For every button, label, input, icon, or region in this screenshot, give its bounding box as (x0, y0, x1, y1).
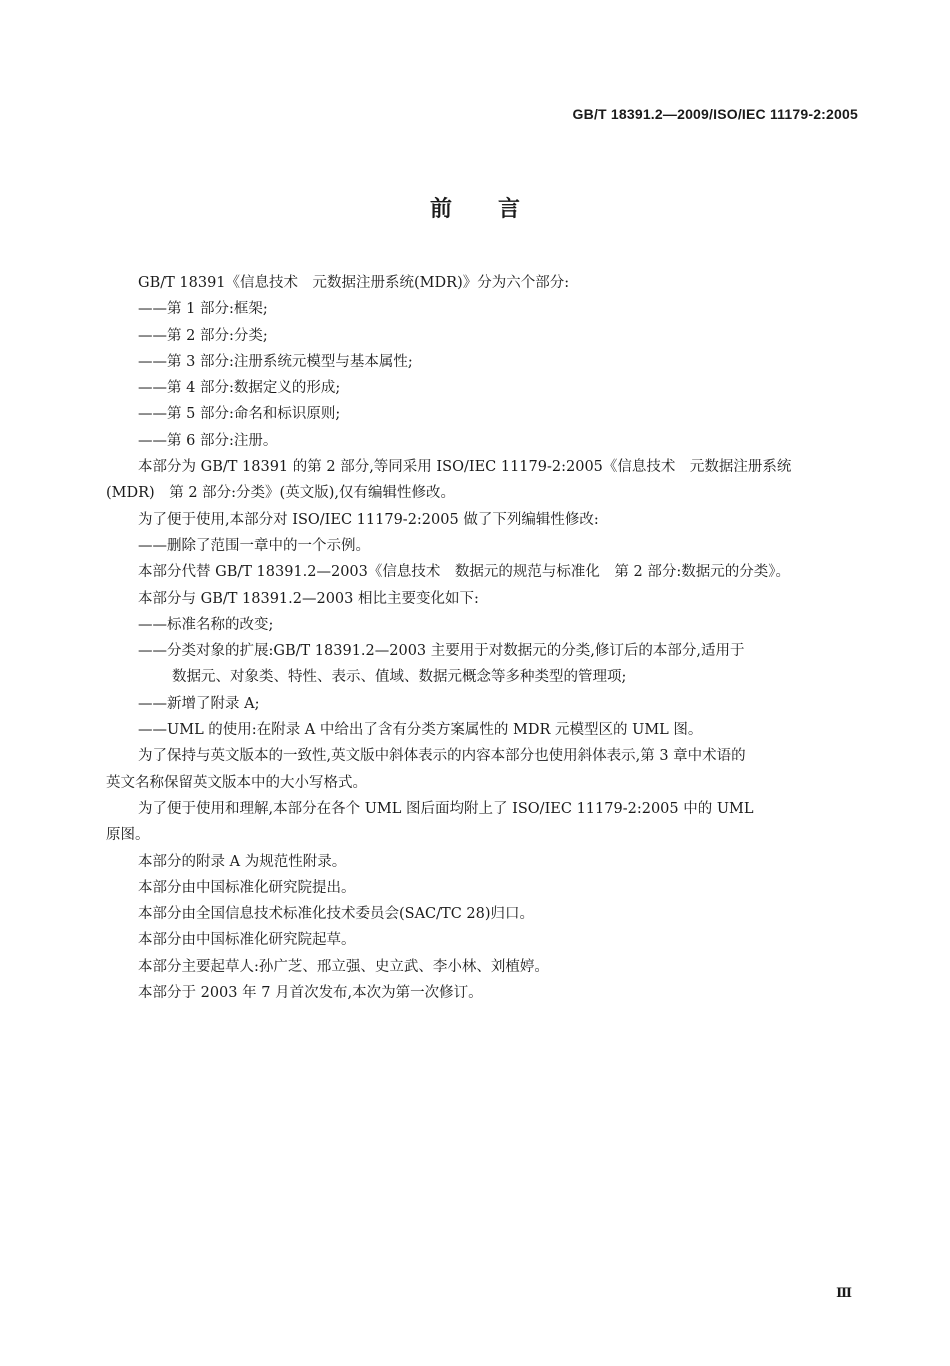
paragraph-drafted: 本部分由中国标准化研究院起草。 (138, 932, 356, 949)
list-item-part-4: ——第 4 部分:数据定义的形成; (138, 380, 341, 397)
paragraph-italics: 为了保持与英文版本的一致性,英文版中斜体表示的内容本部分也使用斜体表示,第 3 章中术语的 (138, 748, 746, 765)
page-number: Ⅲ (836, 1286, 852, 1301)
paragraph-adoption: 本部分为 GB/T 18391 的第 2 部分,等同采用 ISO/IEC 11179-2:2005《信息技术 元数据注册系统 (138, 459, 792, 476)
list-item-part-1: ——第 1 部分:框架; (138, 301, 268, 318)
paragraph-annex: 本部分的附录 A 为规范性附录。 (138, 853, 347, 870)
list-item-part-3: ——第 3 部分:注册系统元模型与基本属性; (138, 353, 413, 370)
foreword-body (106, 270, 858, 1006)
list-item-part-6: ——第 6 部分:注册。 (138, 432, 278, 449)
paragraph-replaces: 本部分代替 GB/T 18391.2—2003《信息技术 数据元的规范与标准化 第 2 部分:数据元的分类》。 (138, 564, 790, 581)
page-title: 前言 (429, 197, 566, 222)
list-item-change-2: ——分类对象的扩展:GB/T 18391.2—2003 主要用于对数据元的分类,修订后的本部分,适用于 (138, 643, 745, 660)
paragraph-drafters: 本部分主要起草人:孙广芝、邢立强、史立武、李小林、刘植婷。 (138, 958, 549, 975)
paragraph-uml-cont: 原图。 (106, 827, 150, 844)
paragraph-intro: GB/T 18391《信息技术 元数据注册系统(MDR)》分为六个部分: (138, 275, 570, 291)
paragraph-proposed: 本部分由中国标准化研究院提出。 (138, 879, 356, 896)
list-item-change-3: ——新增了附录 A; (138, 695, 260, 712)
list-item-change-4: ——UML 的使用:在附录 A 中给出了含有分类方案属性的 MDR 元模型区的 UML 图。 (138, 722, 703, 739)
paragraph-italics-cont: 英文名称保留英文版本中的大小写格式。 (106, 774, 367, 791)
paragraph-adoption-cont: (MDR) 第 2 部分:分类》(英文版),仅有编辑性修改。 (106, 485, 455, 502)
paragraph-changes: 本部分与 GB/T 18391.2—2003 相比主要变化如下: (138, 590, 479, 607)
list-item-part-5: ——第 5 部分:命名和标识原则; (138, 406, 341, 423)
paragraph-uml: 为了便于使用和理解,本部分在各个 UML 图后面均附上了 ISO/IEC 11179-2:2005 中的 UML (138, 800, 754, 817)
paragraph-committee: 本部分由全国信息技术标准化技术委员会(SAC/TC 28)归口。 (138, 906, 535, 923)
list-item-editorial: ——删除了范围一章中的一个示例。 (138, 537, 370, 554)
list-item-change-1: ——标准名称的改变; (138, 616, 274, 633)
list-item-change-2-cont: 数据元、对象类、特性、表示、值域、数据元概念等多种类型的管理项; (172, 669, 627, 686)
paragraph-history: 本部分于 2003 年 7 月首次发布,本次为第一次修订。 (138, 985, 483, 1002)
list-item-part-2: ——第 2 部分:分类; (138, 327, 268, 344)
standard-code-header: GB/T 18391.2—2009/ISO/IEC 11179-2:2005 (572, 106, 858, 122)
paragraph-editorial: 为了便于使用,本部分对 ISO/IEC 11179-2:2005 做了下列编辑性修改: (138, 511, 599, 528)
